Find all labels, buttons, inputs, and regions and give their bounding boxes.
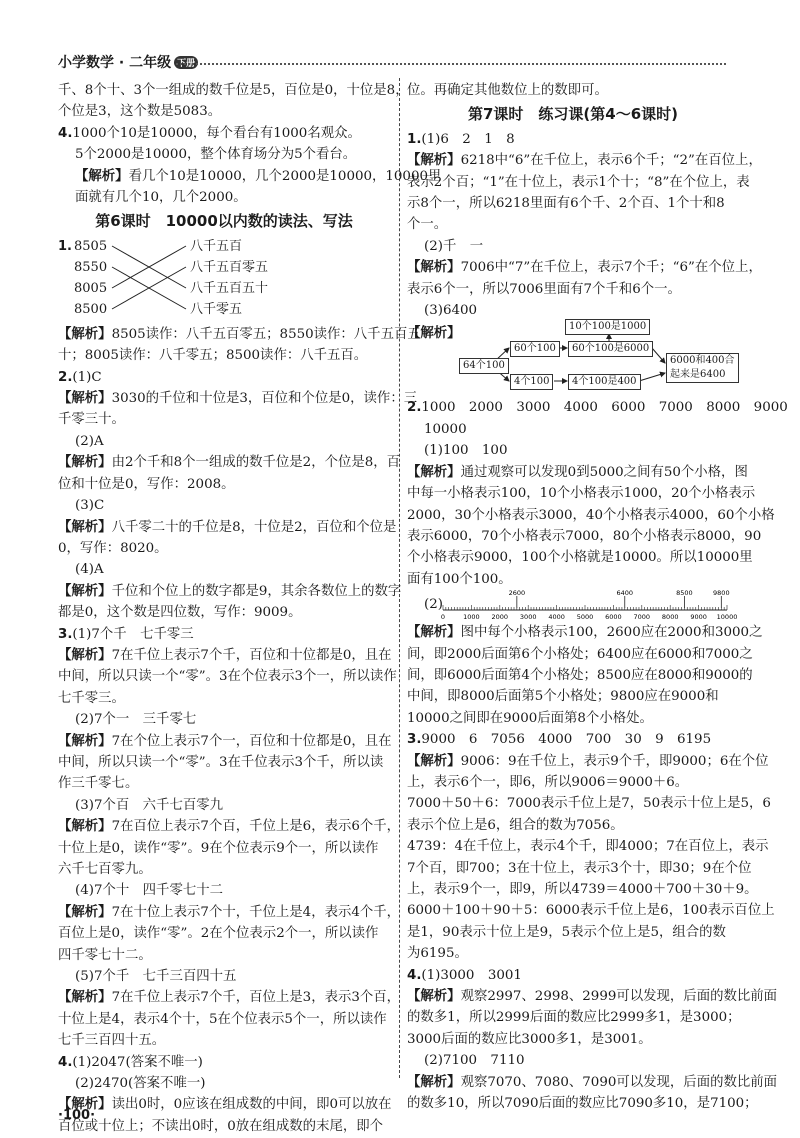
question-number: 3.: [407, 732, 422, 748]
text-line: 的数多1，所以2999后面的数应比2999多1，是3000；: [407, 1010, 741, 1026]
tick-label: 4000: [548, 613, 565, 622]
tick-label: 3000: [519, 613, 537, 622]
text-line: 四千零七十二。: [58, 947, 152, 963]
text-line: 面有100个100。: [407, 571, 512, 587]
flow-box: 4个100: [510, 374, 553, 390]
flow-box: 10个100是1000: [565, 319, 650, 335]
question-number: 4.: [58, 125, 73, 141]
text-line: (3)7个百 六千七百零九: [75, 797, 224, 813]
text-line: 面就有几个10，几个2000。: [75, 190, 247, 206]
analysis-line: 【解析】八千零二十的千位是8，十位是2，百位和个位是: [58, 519, 397, 535]
number-line: [407, 590, 739, 620]
analysis-line: 【解析】7在百位上表示7个百，千位上是6，表示6个千，: [58, 819, 401, 835]
flow-diagram: [407, 323, 739, 393]
question-number: 2.: [407, 400, 422, 416]
text-line: (3)C: [75, 498, 105, 514]
tick-label: 0: [440, 613, 446, 622]
match-right-item: 八千五百五十: [190, 280, 269, 296]
text-line: 百位或十位上；不读出0时，0放在组成数的末尾，即个: [58, 1118, 384, 1134]
analysis-line: 【解析】7在个位上表示7个一，百位和十位都是0，且在: [58, 733, 392, 749]
analysis-line: 【解析】读出0时，0应该在组成数的中间，即0可以放在: [58, 1097, 392, 1113]
text-line: 七千零三。: [58, 690, 125, 706]
mark-label: 9800: [713, 589, 730, 598]
flow-box-result: 6000和400合 起来是6400: [666, 353, 739, 383]
analysis-line: 【解析】观察7070、7080、7090可以发现，后面的数比前面: [407, 1074, 778, 1090]
text-line: 是1，90表示十位上是9，5表示个位上是5，组合的数: [407, 924, 726, 940]
analysis-line: 【解析】8505读作：八千五百零五；8550读作：八千五百五: [58, 326, 421, 342]
text-line: 作三千零七。: [58, 776, 139, 792]
question-number: 4.: [407, 967, 422, 983]
tick-label: 1000: [463, 613, 480, 622]
question-number: 3.: [58, 626, 73, 642]
analysis-line: 【解析】7在千位上表示7个千，百位上是3，表示3个百，: [58, 990, 401, 1006]
analysis-line: 【解析】千位和个位上的数字都是9，其余各数位上的数字: [58, 583, 402, 599]
text-line: 0，写作：8020。: [58, 540, 168, 556]
text-line: 表示6000，70个小格表示7000，80个小格表示8000，90: [407, 528, 762, 544]
text-line: 十位上是0，读作“零”。9在个位表示9个一，所以读作: [58, 840, 379, 856]
edition-badge: 下册: [174, 56, 198, 69]
text-line: 为6195。: [407, 946, 468, 962]
analysis-line: 【解析】由2个千和8个一组成的数千位是2，个位是8，百: [58, 455, 401, 471]
flow-box: 60个100: [510, 341, 560, 357]
text-line: 7个百，即700；3在十位上，表示3个十，即30；9在个位: [407, 860, 752, 876]
question-1: 1.(1)6 2 1 8: [407, 131, 515, 147]
question-number: 1.: [407, 131, 422, 147]
match-left-item: 8005: [74, 280, 108, 296]
text-line: (2)千 一: [424, 238, 484, 254]
number-line-svg: [407, 590, 739, 620]
question-3: 3.9000 6 7056 4000 700 30 9 6195: [407, 732, 712, 748]
text-line: 中间，所以只读一个“零”。3在千位表示3个千，所以读: [58, 754, 384, 770]
text-line: 示8个一，所以6218里面有6个千、2个百、1个十和8: [407, 196, 725, 212]
text-line: 十位上是4，表示4个十，5在个位表示5个一，所以读作: [58, 1011, 387, 1027]
tick-label: 7000: [633, 613, 651, 622]
mark-label: 8500: [676, 589, 693, 598]
question-number: 4.: [58, 1054, 73, 1070]
section-title-lesson-7: 第7课时 练习课(第4～6课时): [467, 105, 679, 124]
text-line: 表示个位上是6，组合的数为7056。: [407, 817, 624, 833]
text-line: (1)100 100: [424, 443, 508, 459]
text-line: 位。再确定其他数位上的数即可。: [407, 83, 608, 98]
analysis-tag: 【解析】: [407, 326, 461, 342]
text-line: (2)2470(答案不唯一): [75, 1076, 206, 1092]
text-line: (5)7个千 七千三百四十五: [75, 969, 237, 985]
text-line: 千零三十。: [58, 412, 125, 428]
text-line: (2)7个一 三千零七: [75, 712, 197, 728]
text-line: 3000后面的数应比3000多1，是3001。: [407, 1031, 652, 1047]
match-left-item: 8505: [74, 238, 108, 254]
text-line: (4)7个十 四千零七十二: [75, 883, 224, 899]
question-2: 2.1000 2000 3000 4000 6000 7000 8000 9000: [407, 400, 788, 416]
analysis-line: 【解析】7在十位上表示7个十，千位上是4，表示4个千，: [58, 904, 401, 920]
match-right-item: 八千五百零五: [190, 259, 269, 275]
page-number: ·100·: [58, 1108, 96, 1123]
mark-label: 6400: [616, 589, 634, 598]
question-3: 3.(1)7个千 七千零三: [58, 626, 194, 642]
question-2: 2.(1)C: [58, 369, 102, 385]
text-line: 中间，所以只读一个“零”。3在个位表示3个一，所以读作: [58, 669, 397, 685]
tick-label: 5000: [576, 613, 594, 622]
text-line: (2)7100 7110: [424, 1053, 525, 1069]
text-line: 六千七百零九。: [58, 862, 152, 877]
text-line: 百位上是0，读作“零”。2在个位表示2个一，所以读作: [58, 926, 379, 942]
matching-diagram: [58, 236, 390, 322]
text-line: 间，即2000后面第6个小格处；6400应在6000和7000之: [407, 646, 753, 662]
text-line: 七千三百四十五。: [58, 1033, 166, 1049]
flow-box: 60个100是6000: [568, 341, 653, 357]
text-line: 5个2000是10000，整个体育场分为5个看台。: [75, 147, 357, 163]
text-line: 间，即6000后面第4个小格处；8500应在8000和9000的: [407, 667, 753, 683]
text-line: 7000＋50＋6：7000表示千位上是7，50表示十位上是5，6: [407, 796, 771, 812]
text-line: (2)A: [75, 433, 104, 449]
text-line: 十；8005读作：八千零五；8500读作：八千五百。: [58, 348, 368, 364]
question-4: [58, 123, 390, 144]
answer-text: 1000个10是10000，每个看台有1000名观众。: [72, 125, 361, 141]
match-left-item: 8550: [74, 259, 108, 275]
flow-box: 64个100: [459, 358, 509, 374]
text-line: 千、8个十、3个一组成的数千位是5，百位是0，十位是8，: [58, 83, 409, 98]
tick-label: 8000: [661, 613, 679, 622]
text-line: (3)6400: [424, 303, 478, 319]
analysis-line: 【解析】7006中“7”在千位上，表示7个千；“6”在个位上，: [407, 260, 762, 276]
question-number: 2.: [58, 369, 73, 385]
text-line: 位和十位是0，写作：2008。: [58, 476, 235, 492]
page-header: [58, 52, 726, 74]
analysis-line: 【解析】观察2997、2998、2999可以发现，后面的数比前面: [407, 989, 778, 1005]
flow-box: 4个100是400: [568, 374, 641, 390]
tick-label: 9000: [690, 613, 707, 622]
mark-label: 2600: [508, 589, 526, 598]
tick-label: 2000: [491, 613, 509, 622]
analysis-line: 【解析】通过观察可以发现0到5000之间有50个小格，图: [407, 464, 748, 480]
text-line: 上，表示6个一，即6，所以9006＝9000＋6。: [407, 774, 689, 790]
text-line: 表示6个一，所以7006里面有7个千和6个一。: [407, 281, 681, 297]
text-line: 个位是3，这个数是5083。: [58, 104, 222, 120]
text-line: 的数多10，所以7090后面的数应比7090多10，是7100；: [407, 1096, 758, 1112]
analysis-line: 【解析】图中每个小格表示100，2600应在2000和3000之: [407, 625, 763, 641]
sub-question-label: (2): [424, 597, 443, 613]
column-divider: [399, 78, 400, 1078]
text-line: 2000，30个小格表示3000，40个小格表示4000，60个小格: [407, 507, 775, 523]
analysis-tag: 【解析】: [75, 168, 129, 184]
match-right-item: 八千零五: [190, 301, 243, 317]
text-line: 个小格表示9000，100个小格就是10000。所以10000里: [407, 550, 753, 566]
question-number: 1.: [58, 238, 72, 254]
section-title-lesson-6: 第6课时 10000以内数的读法、写法: [95, 212, 353, 231]
text-line: 都是0，这个数是四位数，写作：9009。: [58, 605, 302, 621]
header-dotted-rule: [176, 63, 726, 65]
analysis-line: 【解析】看几个10是10000，几个2000是10000，10000里: [75, 168, 442, 184]
right-column: [407, 80, 788, 1114]
text-line: 4739：4在千位上，表示4个千，即4000；7在百位上，表示: [407, 839, 769, 855]
analysis-line: 【解析】6218中“6”在千位上，表示6个千；“2”在百位上，: [407, 153, 762, 169]
text-line: 上，表示9个一，即9，所以4739＝4000＋700＋30＋9。: [407, 882, 758, 897]
text-line: 10000: [424, 421, 467, 437]
text-line: 表示2个百；“1”在十位上，表示1个十；“8”在个位上，表: [407, 174, 750, 190]
text-line: (4)A: [75, 562, 104, 578]
text-line: 中每一小格表示100，10个小格表示1000，20个小格表示: [407, 486, 756, 502]
question-4: 4.(1)3000 3001: [407, 967, 522, 983]
question-4b: 4.(1)2047(答案不唯一): [58, 1054, 203, 1070]
tick-label: 10000: [716, 613, 738, 622]
analysis-line: 【解析】7在千位上表示7个千，百位和十位都是0，且在: [58, 647, 392, 663]
book-title: 小学数学 · 二年级 下册: [58, 52, 198, 72]
text-line: 个一。: [407, 217, 448, 233]
tick-label: 6000: [605, 613, 622, 622]
match-left-item: 8500: [74, 301, 108, 317]
text-line: 10000之间即在9000后面第8个小格处。: [407, 710, 653, 726]
match-right-item: 八千五百: [190, 238, 243, 254]
analysis-line: 【解析】3030的千位和十位是3，百位和个位是0，读作：三: [58, 391, 418, 407]
text-line: 中间，即8000后面第5个小格处；9800应在9000和: [407, 689, 719, 705]
text-line: 6000＋100＋90＋5：6000表示千位上是6，100表示百位上: [407, 903, 775, 919]
analysis-line: 【解析】9006：9在千位上，表示9个千，即9000；6在个位: [407, 753, 769, 769]
